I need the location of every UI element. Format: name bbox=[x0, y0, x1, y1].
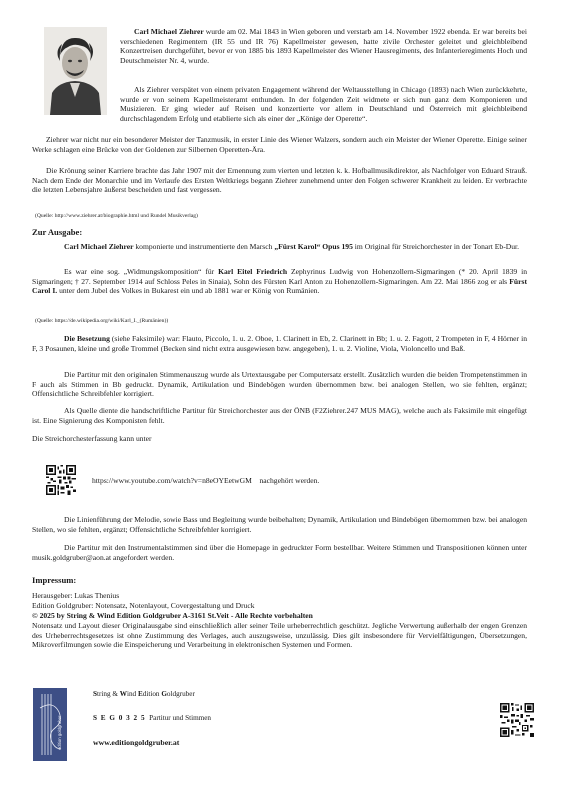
edition-paragraph-1 bbox=[32, 242, 527, 252]
brand-part: E bbox=[137, 690, 143, 698]
impressum-editor: Herausgeber: Lukas Thenius bbox=[32, 591, 120, 600]
composer-name: Carl Michael Ziehrer bbox=[64, 242, 134, 251]
impressum-heading: Impressum: bbox=[32, 575, 77, 585]
brand-part: G bbox=[161, 690, 167, 698]
bio-paragraph-3: Ziehrer war nicht nur ein besonderer Meister der Tanzmusik, in erster Linie des Wiener Walzers, sondern auch ein Meister der Wiener Operette. Einige seiner Werke schlagen eine Brücke von der Goldenen zur Silbernen Operetten-Ära. bbox=[32, 135, 527, 154]
catalog-number: S E G 0 3 2 5 bbox=[93, 714, 146, 722]
work-title: „Fürst Karol“ Opus 195 bbox=[274, 242, 353, 251]
listen-suffix: nachgehört werden. bbox=[259, 476, 320, 485]
edition-text: im Original für Streichorchester in der Tonart Eb-Dur. bbox=[352, 242, 520, 251]
brand-part: S bbox=[93, 690, 97, 698]
publisher-logo-icon bbox=[33, 688, 67, 761]
qr-code-icon[interactable] bbox=[46, 465, 76, 500]
brand-part: dition bbox=[142, 690, 162, 698]
edition-paragraph-7: Die Partitur mit den Instrumentalstimmen sind über die Homepage in gedruckter Form bestellbar. Weitere Stimmen und Transpositionen können unter musik.goldgruber@aon.at angefordert werden. bbox=[32, 543, 527, 562]
impressum-legal: Notensatz und Layout dieser Originalausgabe sind einschließlich aller seiner Teile urheberrechtlich geschützt. Jegliche Verwertung außerhalb der engen Grenzen des Urheberrechtsgesetzes ist ohne Zustimmung des Verlages, auch auszugsweise, unzulässig. Dies gilt insbesondere für Vervielfältigungen, Übersetzungen, Mikroverfilmungen sowie die Einspeicherung und Verarbeitung in elektronischen Systemen und Formen. bbox=[32, 621, 527, 650]
impressum-publisher: Edition Goldgruber: Notensatz, Notenlayout, Covergestaltung und Druck bbox=[32, 601, 255, 610]
logo-vertical-text: edition goldgruber bbox=[57, 715, 62, 750]
edition-paragraph-5: Als Quelle diente die handschriftliche Partitur für Streichorchester aus der ÖNB (F2Ziehrer.247 MUS MAG), welche auch als Faksimile mit eingefügt ist. Eine Signierung des Komponisten fehlt. bbox=[32, 406, 527, 425]
brand-part: ind bbox=[126, 690, 138, 698]
dedicatee-name: Karl Eitel Friedrich bbox=[218, 267, 288, 276]
edition-paragraph-3 bbox=[32, 334, 527, 353]
bio-paragraph-1 bbox=[120, 27, 527, 65]
edition-text: (siehe Faksimile) war: Flauto, Piccolo, 1. u. 2. Oboe, 1. Clarinett in Eb, 2. Clarinett in Bb; 1. u. 2. Fagott, 2 Trompeten in F, 4 Hörner in F, 3 Posaunen, kleine und große Trommel (Becken sind nicht extra ausgewiesen bzw. angegeben), 1. u. 2. Violine, Viola, Violoncello und Baß. bbox=[32, 334, 527, 353]
edition-text: unter dem Jubel des Volkes in Bukarest ein und ab 1881 war er König von Rumänien. bbox=[57, 286, 320, 296]
dedicatee-title: Fürst Carol I. bbox=[32, 276, 527, 296]
catalog-description: Partitur und Stimmen bbox=[149, 714, 212, 722]
bio-paragraph-2: Als Ziehrer verspätet von einem privaten Engagement während der Weltausstellung in Chicago (1893) nach Wien zurückkehrte, wurde er von seinem Kapellmeisteramt enthunden. In der folgenden Zeit widmete er sich nun ganz dem Komponieren und Musizieren. Er ging wieder auf Reisen und konzertierte vor allem in Deutschland und Österreich mit gleichbleibend durchschlagendem Erfolg und etablierte sich als einer der „Könige der Operette“. bbox=[120, 85, 527, 123]
impressum-copyright: © 2025 by String & Wind Edition Goldgruber A-3161 St.Veit - Alle Rechte vorbehalten bbox=[32, 611, 313, 620]
edition-paragraph-4: Die Partitur mit den originalen Stimmenauszug wurde als Urtextausgabe per Computersatz erstellt. Zusätzlich wurden die beiden Trompetenstimmen in F auch als Stimmen in Bb gedruckt. Dynamik, Artikulation und Bindebögen wurden übernommen bzw. bei analogen Stellen, wo sie fehlten, ergänzt; Offensichtliche Schreibfehler korrigiert. bbox=[32, 370, 527, 399]
composer-name: Carl Michael Ziehrer bbox=[134, 27, 204, 36]
brand-name bbox=[93, 690, 195, 699]
edition-heading: Zur Ausgabe: bbox=[32, 227, 83, 237]
youtube-line bbox=[92, 476, 412, 486]
instrumentation-label: Die Besetzung bbox=[64, 334, 110, 343]
qr-code-icon[interactable] bbox=[500, 703, 534, 742]
edition-source: (Quelle: https://de.wikipedia.org/wiki/Karl_I._(Rumänien)) bbox=[35, 318, 169, 324]
website-link[interactable]: www.editiongoldgruber.at bbox=[93, 738, 180, 747]
composer-portrait bbox=[44, 27, 107, 115]
bio-paragraph-1-text: wurde am 02. Mai 1843 in Wien geboren und verstarb am 14. November 1922 ebenda. Er war bereits bei verschiedenen Regimentern (IR 55 und IR 76) Kapellmeister gewesen, hatte zivile Orchester geleitet und gleichbleibend Konzertreisen durchgeführt, bevor er von 1885 bis 1893 Kapellmeister des Wiener Hausregiments, des Infanterieregiments Hoch und Deutschmeister Nr. 4, wurde. bbox=[120, 27, 527, 65]
catalog-line bbox=[93, 714, 211, 723]
bio-paragraph-4: Die Krönung seiner Karriere brachte das Jahr 1907 mit der Ernennung zum vierten und letzten k. k. Hofballmusikdirektor, als Nachfolger von Eduard Strauß. Nach dem Ende der Monarchie und im Verlaufe des Ersten Weltkriegs begann Ziehrer zunehmend unter den Folgen schwerer Krankheit zu leiden. Er verbrachte die letzten Lebensjahre äußerst bescheiden und fast vergessen. bbox=[32, 166, 527, 195]
brand-part: tring & bbox=[97, 690, 120, 698]
youtube-link[interactable]: https://www.youtube.com/watch?v=n8eOYEetwGM bbox=[92, 476, 252, 485]
edition-text: komponierte und instrumentierte den Marsch bbox=[133, 242, 275, 251]
edition-text: Es war eine sog. „Widmungskomposition“ für bbox=[64, 267, 219, 276]
edition-paragraph-6: Die Linienführung der Melodie, sowie Bass und Begleitung wurde beibehalten; Dynamik, Artikulation und Bindebögen übernommen bzw. bei analogen Stellen, wo sie fehlten, ergänzt; Offensichtliche Schreibfehler korrigiert. bbox=[32, 515, 527, 534]
listen-intro: Die Streichorchesterfassung kann unter bbox=[32, 434, 152, 443]
brand-part: W bbox=[119, 690, 127, 698]
brand-part: oldgruber bbox=[166, 690, 195, 698]
bio-source: (Quelle: http://www.ziehrer.at/biographie.html und Rundel Musikverlag) bbox=[35, 213, 198, 219]
edition-text: Zephyrinus Ludwig von Hohenzollern-Sigmaringen (* 20. April 1839 in Sigmaringen; † 27. September 1914 auf Schloss Peles in Sinaia), Sohn des Fürsten Karl Anton zu Hohenzollern-Sigmaringen. Am 22. Mai 1866 zog er als bbox=[32, 267, 527, 286]
edition-paragraph-2 bbox=[32, 267, 527, 296]
